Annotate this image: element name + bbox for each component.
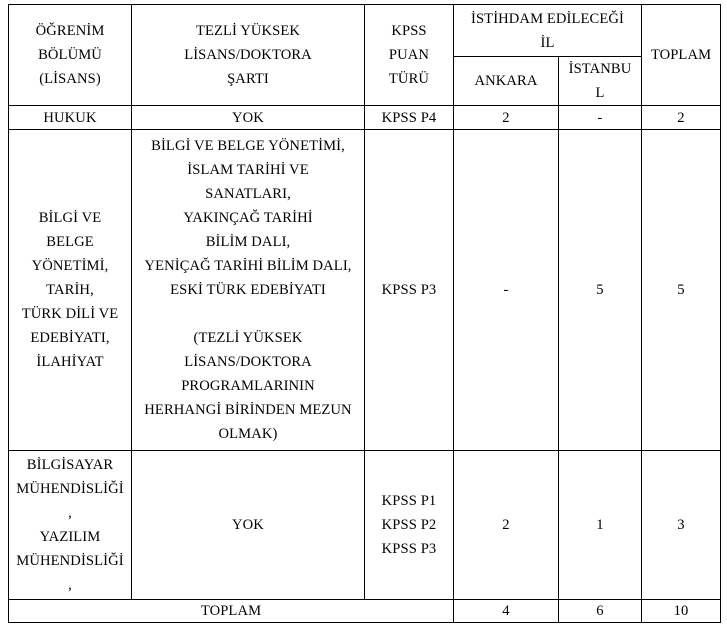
row2-sart-line: İSLAM TARİHİ VE [187, 162, 309, 178]
row2-puan-line: KPSS P3 [381, 282, 437, 298]
header-istanbul-line: İSTANBU [568, 61, 632, 77]
row3-toplam [642, 451, 720, 599]
row3-puan [365, 451, 453, 599]
header-tezli-line: LİSANS/DOKTORA [184, 47, 312, 63]
row1-puan [365, 106, 453, 129]
row3-puan-line: KPSS P1 [381, 493, 437, 509]
row1-bolum-line: HUKUK [43, 109, 97, 126]
header-istihdam [454, 5, 641, 56]
row1-toplam [642, 106, 720, 129]
rule-right [720, 4, 721, 623]
row2-bolum-line: BELGE [46, 234, 94, 250]
row2-sart-line: BİLİM DALI, [205, 234, 291, 250]
header-toplam [642, 5, 720, 105]
row3-bolum [9, 451, 131, 599]
rule-bottom [8, 622, 721, 623]
row1-ankara [454, 106, 558, 129]
row2-istanbul [559, 130, 641, 450]
total-label-text: TOPLAM [200, 603, 262, 619]
header-kpss-line: TÜRÜ [388, 71, 430, 87]
row3-istanbul [559, 451, 641, 599]
row2-puan [365, 130, 453, 450]
total-label [9, 600, 453, 622]
row3-sart-line: YOK [232, 517, 264, 533]
row3-istanbul-value: 1 [596, 517, 604, 533]
header-istanbul-line: L [595, 85, 605, 101]
row2-bolum-line: EDEBİYATI, [30, 330, 110, 346]
row2-bolum-line: YÖNETİMİ, [31, 258, 109, 274]
total-toplam-value: 10 [673, 603, 689, 619]
row1-toplam-value: 2 [677, 109, 685, 126]
row3-ankara [454, 451, 558, 599]
row2-sart-line: LİSANS/DOKTORA [184, 354, 312, 370]
row2-bolum-line: BİLGİ VE [38, 210, 102, 226]
staffing-table [8, 4, 721, 623]
row2-toplam-value: 5 [677, 282, 685, 298]
row2-sart-line: PROGRAMLARININ [181, 378, 315, 394]
row3-sart [132, 451, 364, 599]
row2-sart-line: YENİÇAĞ TARİHİ BİLİM DALI, [144, 258, 352, 274]
header-tezli-line: ŞARTI [227, 71, 269, 87]
header-ankara-label: ANKARA [474, 73, 538, 89]
row2-sart-line: YAKINÇAĞ TARİHİ [183, 210, 313, 226]
row3-toplam-value: 3 [677, 517, 685, 533]
row1-sart-line: YOK [232, 109, 264, 126]
header-istanbul [559, 57, 641, 105]
header-kpss-line: KPSS [391, 23, 427, 39]
header-ogrenim-line: ÖĞRENİM [35, 23, 105, 39]
row3-bolum-line: MÜHENDİSLİĞİ [16, 481, 124, 497]
row3-bolum-line: MÜHENDİSLİĞİ [16, 553, 124, 569]
row2-toplam [642, 130, 720, 450]
row1-sart [132, 106, 364, 129]
row3-bolum-line: , [68, 577, 72, 593]
row2-sart-line: HERHANGİ BİRİNDEN MEZUN [144, 402, 352, 418]
header-toplam-label: TOPLAM [650, 47, 712, 63]
row3-puan-line: KPSS P2 [381, 517, 437, 533]
row2-bolum [9, 130, 131, 450]
row3-ankara-value: 2 [502, 517, 510, 533]
total-toplam [642, 600, 720, 622]
row1-bolum [9, 106, 131, 129]
row2-sart [132, 130, 364, 450]
row3-bolum-line: , [68, 505, 72, 521]
row2-bolum-line: TARİH, [46, 282, 94, 298]
header-ogrenim-line: BÖLÜMÜ [38, 47, 102, 63]
total-istanbul [559, 600, 641, 622]
header-istihdam-line: İL [540, 34, 555, 51]
header-istihdam-line: İSTİHDAM EDİLECEĞİ [471, 10, 624, 27]
header-kpss [365, 5, 453, 105]
header-ogrenim [9, 5, 131, 105]
header-ankara [454, 57, 558, 105]
row1-ankara-value: 2 [502, 109, 510, 126]
row2-bolum-line: İLAHİYAT [36, 354, 104, 370]
row2-sart-line: (TEZLİ YÜKSEK [193, 330, 303, 346]
header-kpss-line: PUAN [388, 47, 430, 63]
total-ankara [454, 600, 558, 622]
header-ogrenim-line: (LİSANS) [39, 71, 101, 87]
row3-bolum-line: YAZILIM [39, 529, 101, 545]
row3-bolum-line: BİLGİSAYAR [26, 457, 114, 473]
row2-sart-line: ESKİ TÜRK EDEBİYATI [170, 282, 326, 298]
row2-sart-line: OLMAK) [218, 426, 278, 442]
total-istanbul-value: 6 [596, 603, 604, 619]
row1-puan-line: KPSS P4 [381, 109, 437, 126]
row2-ankara-value: - [503, 282, 509, 298]
header-tezli-line: TEZLİ YÜKSEK [195, 23, 300, 39]
row2-bolum-line: TÜRK DİLİ VE [21, 306, 119, 322]
row1-istanbul [559, 106, 641, 129]
row1-istanbul-value: - [597, 109, 603, 126]
header-tezli [132, 5, 364, 105]
total-ankara-value: 4 [502, 603, 510, 619]
row2-istanbul-value: 5 [596, 282, 604, 298]
row2-ankara [454, 130, 558, 450]
row2-sart-line: SANATLARI, [205, 186, 291, 202]
row2-sart-line: BİLGİ VE BELGE YÖNETİMİ, [151, 138, 345, 154]
row3-puan-line: KPSS P3 [381, 541, 437, 557]
